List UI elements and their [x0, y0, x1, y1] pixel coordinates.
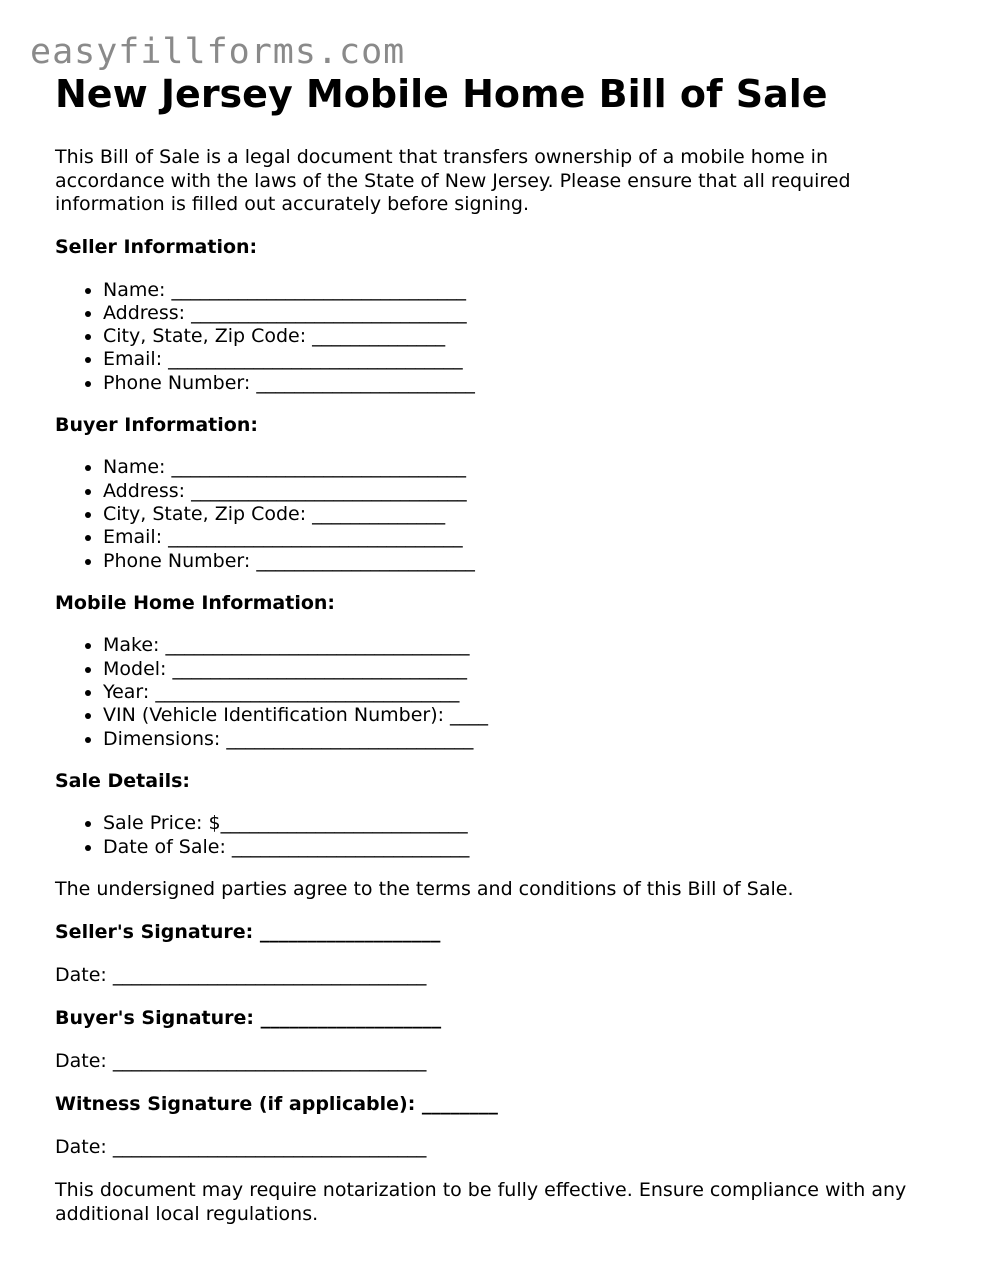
buyer-info-list [55, 456, 935, 572]
seller-city-state-zip-field[interactable]: • City, State, Zip Code: ______________ [103, 325, 935, 348]
seller-phone-field[interactable]: • Phone Number: _______________________ [103, 372, 935, 395]
buyer-date-field[interactable]: Date: _________________________________ [55, 1050, 427, 1073]
dimensions-field[interactable]: • Dimensions: __________________________ [103, 728, 935, 751]
buyer-signature-field[interactable]: Buyer's Signature: ___________________ [55, 1007, 442, 1030]
watermark: easyfillforms.com [30, 32, 406, 72]
witness-signature-field[interactable]: Witness Signature (if applicable): ________ [55, 1093, 498, 1116]
buyer-email-field[interactable]: • Email: _______________________________ [103, 526, 935, 549]
buyer-address-field[interactable]: • Address: _____________________________ [103, 480, 935, 503]
seller-name-field[interactable]: • Name: _______________________________ [103, 279, 935, 302]
model-field[interactable]: • Model: _______________________________ [103, 658, 935, 681]
closing-note: This document may require notarization to be fully effective. Ensure compliance with any additional local regulations. [55, 1179, 907, 1225]
seller-email-field[interactable]: • Email: _______________________________ [103, 348, 935, 371]
intro-paragraph: This Bill of Sale is a legal document that transfers ownership of a mobile home in accordance with the laws of the State of New Jersey. Please ensure that all required information is filled out accurately before signing. [55, 146, 851, 215]
year-field[interactable]: • Year: ________________________________ [103, 681, 935, 704]
buyer-info-heading: Buyer Information: [55, 413, 258, 436]
mobile-home-info-list [55, 634, 935, 750]
buyer-city-state-zip-field[interactable]: • City, State, Zip Code: ______________ [103, 503, 935, 526]
document-title: New Jersey Mobile Home Bill of Sale [55, 72, 828, 116]
witness-date-field[interactable]: Date: _________________________________ [55, 1136, 427, 1159]
sale-details-heading: Sale Details: [55, 769, 191, 792]
seller-signature-field[interactable]: Seller's Signature: ___________________ [55, 921, 441, 944]
seller-address-field[interactable]: • Address: _____________________________ [103, 302, 935, 325]
seller-date-field[interactable]: Date: _________________________________ [55, 964, 427, 987]
sale-price-field[interactable]: • Sale Price: $__________________________ [103, 812, 935, 835]
make-field[interactable]: • Make: ________________________________ [103, 634, 935, 657]
date-of-sale-field[interactable]: • Date of Sale: _________________________ [103, 836, 935, 859]
buyer-phone-field[interactable]: • Phone Number: _______________________ [103, 550, 935, 573]
seller-info-heading: Seller Information: [55, 236, 258, 258]
document-body [55, 70, 935, 1226]
vin-field[interactable]: • VIN (Vehicle Identification Number): ____ [103, 704, 935, 727]
sale-details-list [55, 812, 935, 859]
buyer-name-field[interactable]: • Name: _______________________________ [103, 456, 935, 479]
seller-info-list [55, 279, 935, 395]
agreement-statement: The undersigned parties agree to the terms and conditions of this Bill of Sale. [55, 878, 794, 901]
mobile-home-info-heading: Mobile Home Information: [55, 591, 336, 614]
